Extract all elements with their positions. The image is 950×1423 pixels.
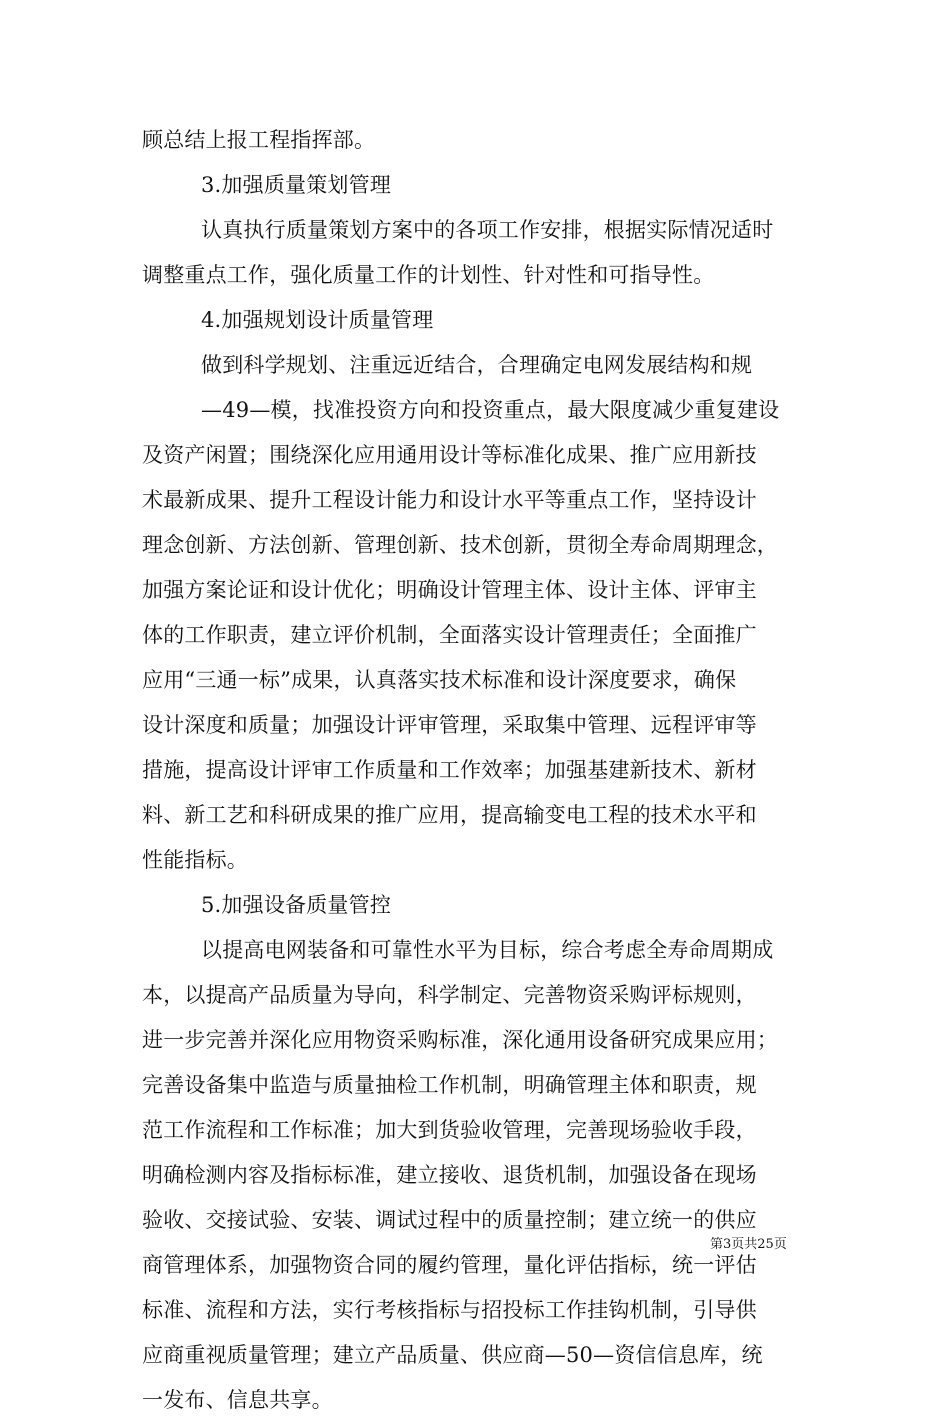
- text-line-4: 调整重点工作，强化质量工作的计划性、针对性和可指导性。: [142, 263, 715, 287]
- text-line-12: 体的工作职责，建立评价机制，全面落实设计管理责任；全面推广: [142, 623, 757, 647]
- text-line-27: 标准、流程和方法，实行考核指标与招投标工作挂钩机制，引导供: [142, 1298, 757, 1322]
- text-line-24: 明确检测内容及指标标准，建立接收、退货机制，加强设备在现场: [142, 1163, 757, 1187]
- text-line-25: 验收、交接试验、安装、调试过程中的质量控制；建立统一的供应: [142, 1208, 757, 1232]
- document-body: [142, 118, 822, 1423]
- text-line-29: 一发布、信息共享。: [142, 1388, 333, 1412]
- text-line-17: 性能指标。: [142, 848, 248, 872]
- text-line-26: 商管理体系，加强物资合同的履约管理，量化评估指标，统一评估: [142, 1253, 757, 1277]
- text-line-20: 本，以提高产品质量为导向，科学制定、完善物资采购评标规则，: [142, 983, 757, 1007]
- text-line-8: 及资产闲置；围绕深化应用通用设计等标准化成果、推广应用新技: [142, 443, 757, 467]
- text-line-15: 措施，提高设计评审工作质量和工作效率；加强基建新技术、新材: [142, 758, 757, 782]
- section-heading-3: 3.加强质量策划管理: [201, 173, 392, 197]
- section-heading-4: 4.加强规划设计质量管理: [201, 308, 434, 332]
- text-line-22: 完善设备集中监造与质量抽检工作机制，明确管理主体和职责，规: [142, 1073, 757, 1097]
- text-line-28: 应商重视质量管理；建立产品质量、供应商—50—资信信息库，统: [142, 1343, 763, 1367]
- section-heading-5: 5.加强设备质量管控: [201, 893, 392, 917]
- text-line-1: 顾总结上报工程指挥部。: [142, 128, 376, 152]
- text-line-19: 以提高电网装备和可靠性水平为目标，综合考虑全寿命周期成: [201, 938, 774, 962]
- text-line-16: 料、新工艺和科研成果的推广应用，提高输变电工程的技术水平和: [142, 803, 757, 827]
- text-line-6: 做到科学规划、注重远近结合，合理确定电网发展结构和规: [201, 353, 753, 377]
- text-line-21: 进一步完善并深化应用物资采购标准，深化通用设备研究成果应用；: [142, 1028, 778, 1052]
- text-line-9: 术最新成果、提升工程设计能力和设计水平等重点工作，坚持设计: [142, 488, 757, 512]
- text-line-7: —49—模，找准投资方向和投资重点，最大限度减少重复建设: [201, 398, 780, 422]
- text-line-23: 范工作流程和工作标准；加大到货验收管理，完善现场验收手段，: [142, 1118, 757, 1142]
- page-number: 第3页共25页: [710, 1237, 787, 1252]
- text-line-14: 设计深度和质量；加强设计评审管理，采取集中管理、远程评审等: [142, 713, 757, 737]
- text-line-10: 理念创新、方法创新、管理创新、技术创新，贯彻全寿命周期理念，: [142, 533, 778, 557]
- text-line-13: 应用“三通一标”成果，认真落实技术标准和设计深度要求，确保: [142, 668, 737, 692]
- text-line-11: 加强方案论证和设计优化；明确设计管理主体、设计主体、评审主: [142, 578, 757, 602]
- text-line-3: 认真执行质量策划方案中的各项工作安排，根据实际情况适时: [201, 218, 774, 242]
